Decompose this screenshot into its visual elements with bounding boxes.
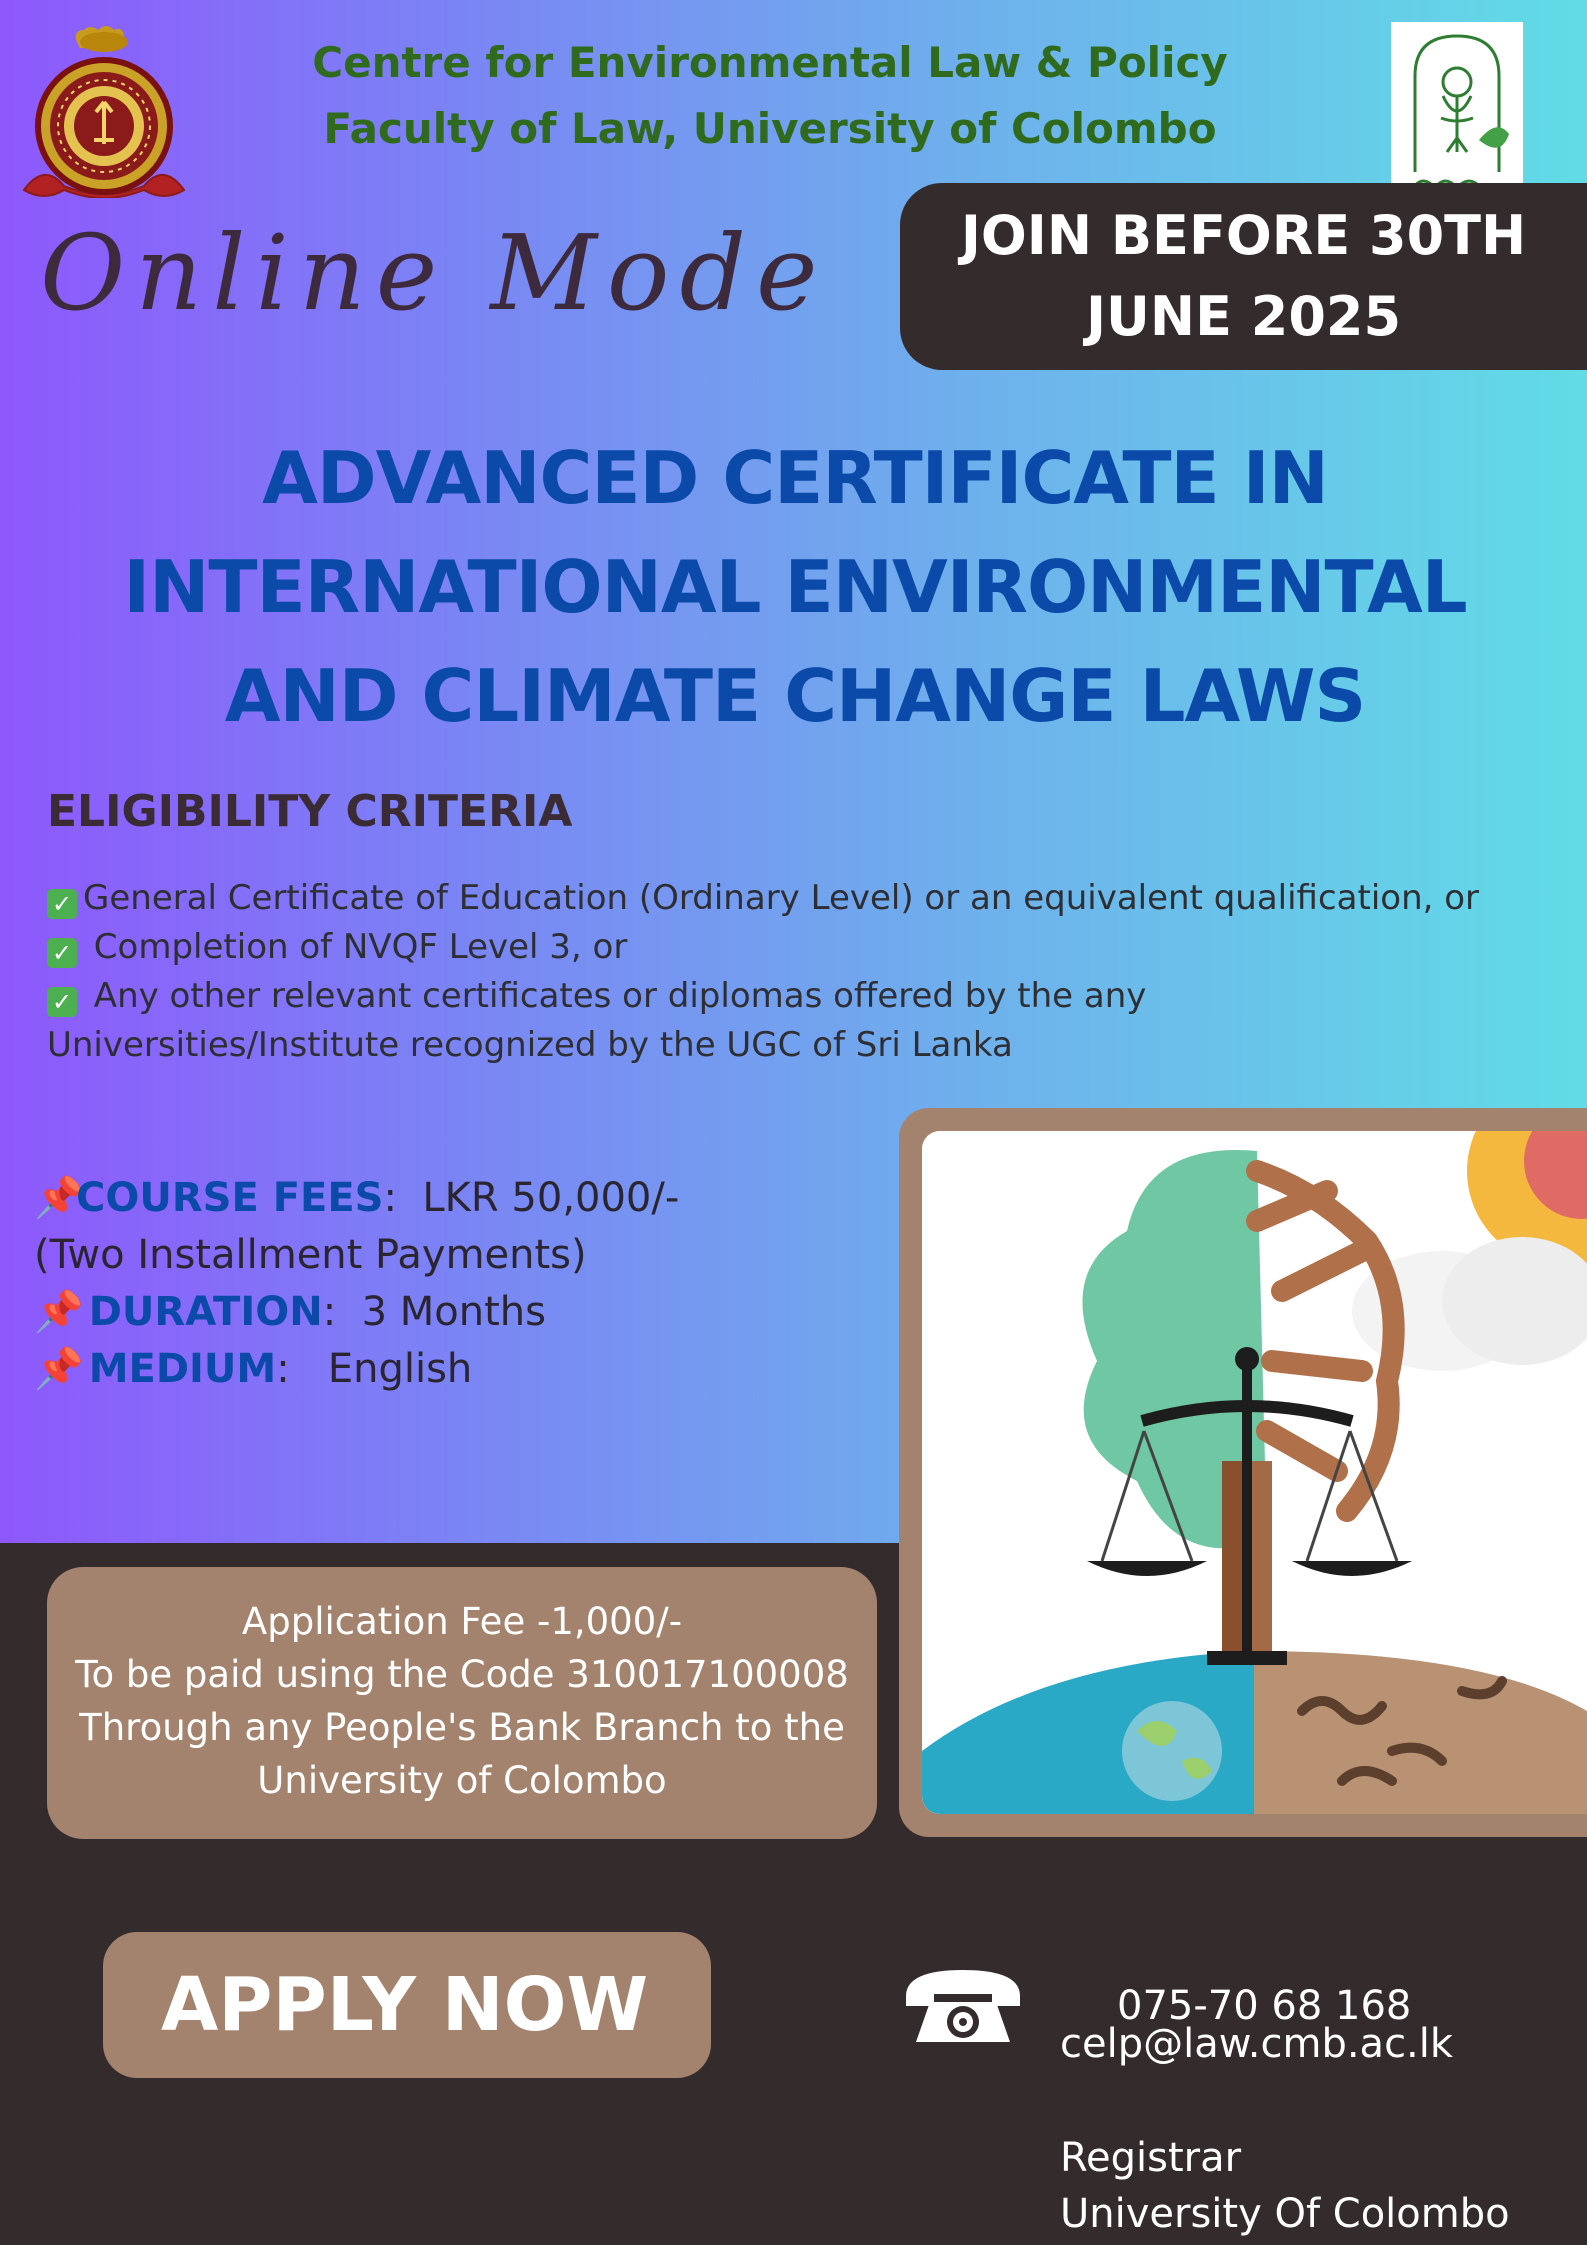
eligibility-heading: ELIGIBILITY CRITERIA bbox=[47, 786, 573, 837]
application-fee-line-3: Through any People's Bank Branch to the bbox=[79, 1706, 845, 1749]
eligibility-list bbox=[47, 874, 1567, 1070]
eligibility-item-continuation: Universities/Institute recognized by the UGC of Sri Lanka bbox=[47, 1025, 1013, 1065]
online-mode-script: Online Mode bbox=[40, 212, 828, 334]
pushpin-icon: 📌 bbox=[34, 1346, 84, 1392]
telephone-icon bbox=[900, 1962, 1026, 2054]
scales-of-justice-illustration bbox=[922, 1131, 1587, 1814]
contact-phone[interactable]: 075-70 68 168 bbox=[1117, 1983, 1412, 2029]
checkbox-icon: ✓ bbox=[47, 889, 77, 919]
course-fees-row: 📌COURSE FEES: LKR 50,000/- bbox=[34, 1170, 679, 1227]
deadline-banner bbox=[900, 183, 1587, 370]
medium-value: English bbox=[327, 1346, 473, 1392]
eligibility-item-text: Any other relevant certificates or diplomas offered by the any bbox=[83, 976, 1147, 1016]
duration-label: DURATION bbox=[88, 1289, 323, 1335]
eligibility-item-text: General Certificate of Education (Ordinary Level) or an equivalent qualification, or bbox=[83, 878, 1480, 918]
registrar-label: Registrar bbox=[1060, 2135, 1242, 2181]
course-title bbox=[40, 424, 1550, 751]
eligibility-item-text: Completion of NVQF Level 3, or bbox=[83, 927, 628, 967]
contact-email[interactable]: celp@law.cmb.ac.lk bbox=[1060, 2021, 1454, 2067]
duration-row: 📌 DURATION: 3 Months bbox=[34, 1284, 679, 1341]
course-facts bbox=[34, 1170, 679, 1398]
deadline-line-1: JOIN BEFORE 30TH bbox=[960, 204, 1527, 267]
eligibility-item bbox=[47, 972, 1567, 1021]
application-fee-line-4: University of Colombo bbox=[257, 1759, 667, 1802]
application-fee-line-1: Application Fee -1,000/- bbox=[241, 1600, 683, 1643]
course-fees-note: (Two Installment Payments) bbox=[34, 1232, 587, 1278]
celp-logo bbox=[1391, 22, 1523, 200]
medium-label: MEDIUM bbox=[88, 1346, 277, 1392]
course-fees-value: LKR 50,000/- bbox=[422, 1175, 680, 1221]
climate-justice-illustration bbox=[922, 1131, 1587, 1814]
eligibility-item bbox=[47, 923, 1567, 972]
pushpin-icon: 📌 bbox=[34, 1175, 84, 1221]
registrar-university: University Of Colombo bbox=[1060, 2191, 1510, 2237]
checkbox-icon: ✓ bbox=[47, 938, 77, 968]
apply-now-button[interactable]: APPLY NOW bbox=[103, 1932, 711, 2078]
application-fee-card bbox=[47, 1567, 877, 1839]
header-faculty-name: Faculty of Law, University of Colombo bbox=[323, 104, 1217, 153]
eligibility-item bbox=[47, 874, 1567, 923]
application-fee-line-2: To be paid using the Code 310017100008 bbox=[75, 1653, 849, 1696]
course-title-line-3: AND CLIMATE CHANGE LAWS bbox=[224, 654, 1366, 738]
university-seal-logo bbox=[22, 22, 186, 198]
checkbox-icon: ✓ bbox=[47, 987, 77, 1017]
pushpin-icon: 📌 bbox=[34, 1289, 84, 1335]
celp-emblem-icon bbox=[1391, 22, 1523, 200]
medium-row: 📌 MEDIUM: English bbox=[34, 1341, 679, 1398]
course-fees-label: COURSE FEES bbox=[76, 1175, 384, 1221]
header-centre-name: Centre for Environmental Law & Policy bbox=[312, 38, 1228, 87]
deadline-line-2: JUNE 2025 bbox=[1085, 285, 1402, 348]
course-title-line-1: ADVANCED CERTIFICATE IN bbox=[262, 436, 1328, 520]
duration-value: 3 Months bbox=[361, 1289, 546, 1335]
course-title-line-2: INTERNATIONAL ENVIRONMENTAL bbox=[123, 545, 1467, 629]
